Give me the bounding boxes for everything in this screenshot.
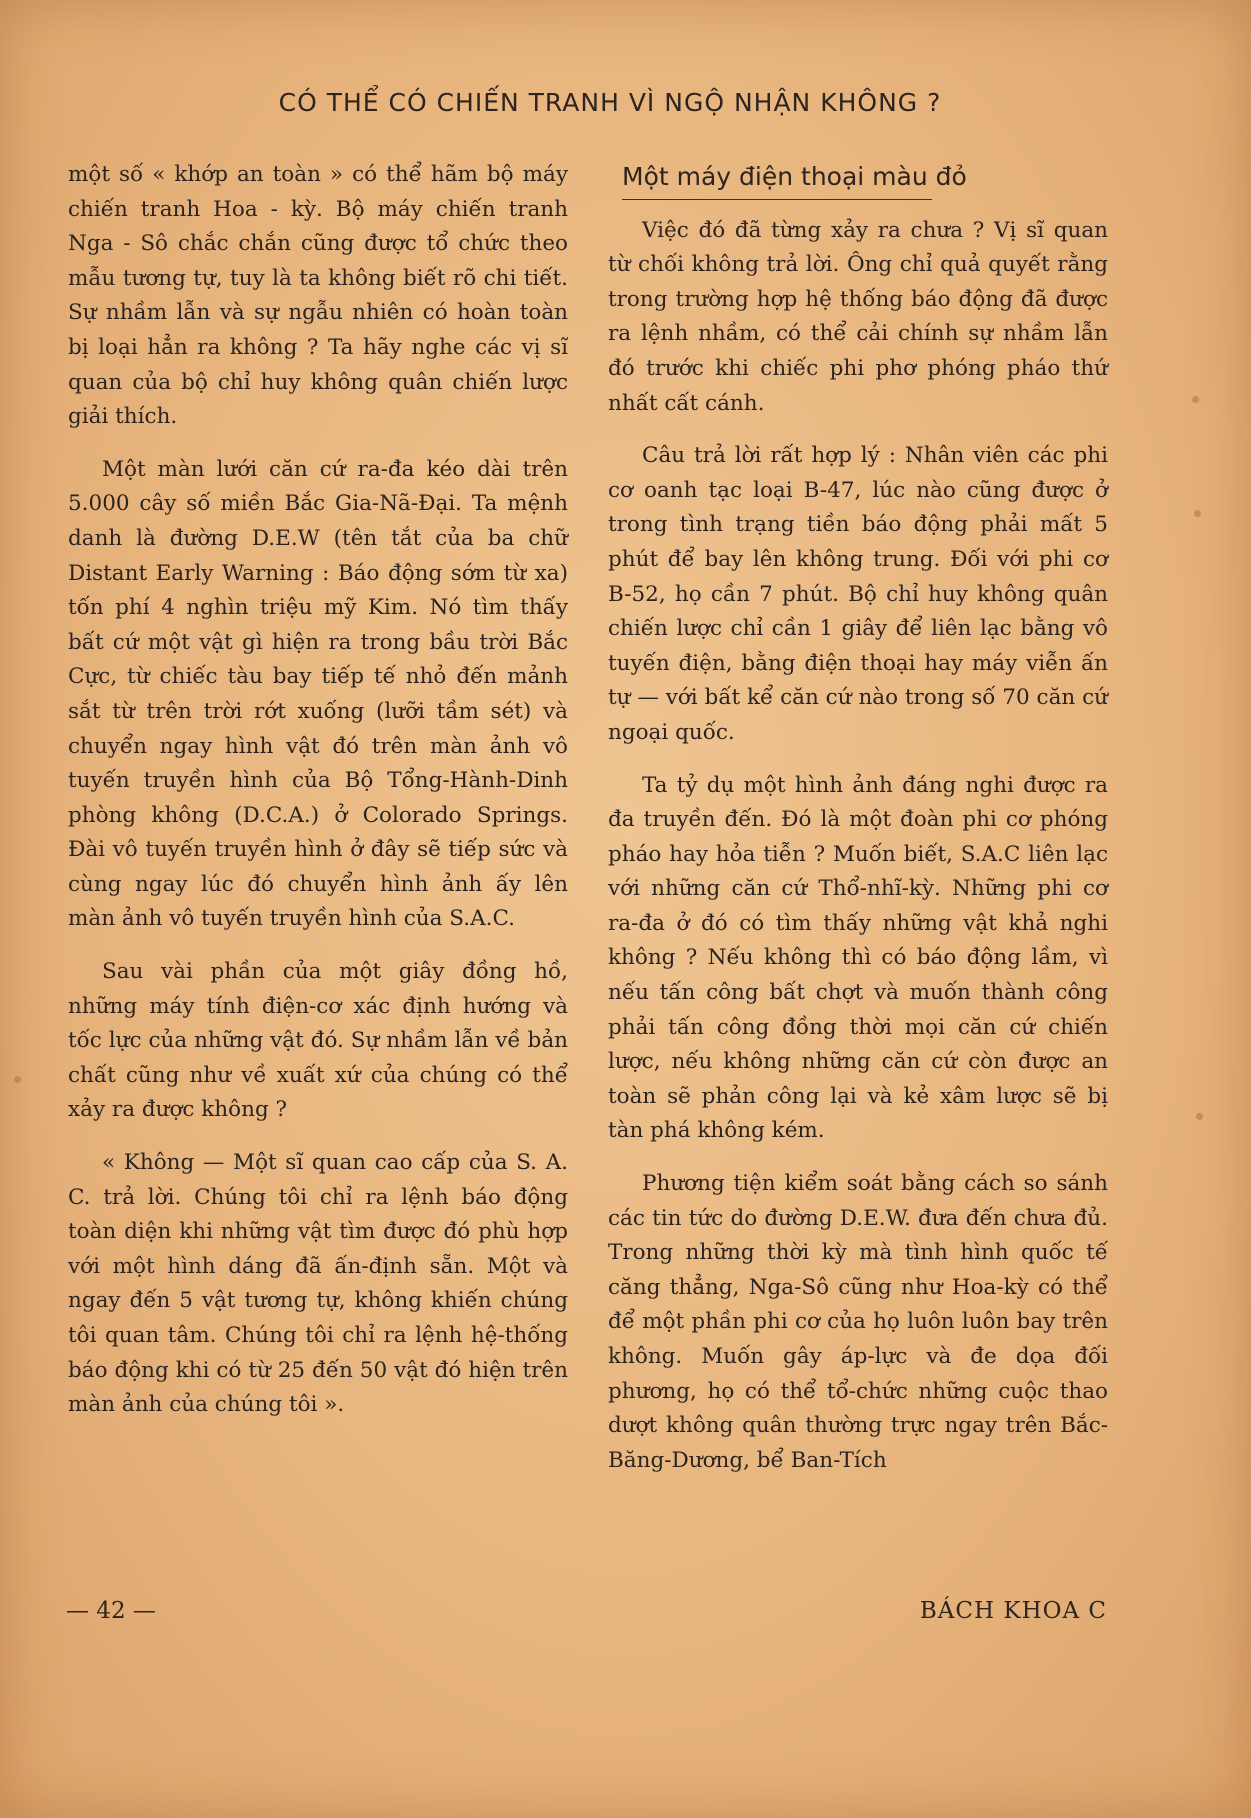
right-column [608, 158, 1108, 1496]
page-number: — 42 — [66, 1598, 156, 1624]
paper-speck [1194, 510, 1201, 517]
paragraph: Một màn lưới căn cứ ra-đa kéo dài trên 5.000 cây số miền Bắc Gia-Nã-Đại. Ta mệnh danh là đường D.E.W (tên tắt của ba chữ Distant Early Warning : Báo động sớm từ xa) tốn phí 4 nghìn triệu mỹ Kim. Nó tìm thấy bất cứ một vật gì hiện ra trong bầu trời Bắc Cực, từ chiếc tàu bay tiếp tế nhỏ đến mảnh sắt từ trên trời rớt xuống (lưỡi tầm sét) và chuyển ngay hình vật đó trên màn ảnh vô tuyến truyền hình của Bộ Tổng-Hành-Dinh phòng không (D.C.A.) ở Colorado Springs. Đài vô tuyến truyền hình ở đây sẽ tiếp sức và cùng ngay lúc đó chuyển hình ảnh ấy lên màn ảnh vô tuyến truyền hình của S.A.C. [68, 456, 568, 932]
paragraph: Phương tiện kiểm soát bằng cách so sánh các tin tức do đường D.E.W. đưa đến chưa đủ. Trong những thời kỳ mà tình hình quốc tế căng thẳng, Nga-Sô cũng như Hoa-kỳ có thể để một phần phi cơ của họ luôn luôn bay trên không. Muốn gây áp-lực và đe dọa đối phương, họ có thể tổ-chức những cuộc thao dượt không quân thường trực ngay trên Bắc-Băng-Dương, bể Ban-Tích [608, 1171, 1108, 1473]
running-title: CÓ THỂ CÓ CHIẾN TRANH VÌ NGỘ NHẬN KHÔNG ? [278, 88, 942, 117]
paragraph: « Không — Một sĩ quan cao cấp của S. A. C. trả lời. Chúng tôi chỉ ra lệnh báo động toàn diện khi những vật tìm được đó phù hợp với một hình dáng đã ấn-định sẵn. Một và ngay đến 5 vật tương tự, không khiến chúng tôi quan tâm. Chúng tôi chỉ ra lệnh hệ-thống báo động khi có từ 25 đến 50 vật đó hiện trên màn ảnh của chúng tôi ». [68, 1150, 568, 1418]
paper-speck [14, 1076, 21, 1083]
section-heading: Một máy điện thoại màu đỏ [622, 160, 932, 200]
paragraph: Ta tỷ dụ một hình ảnh đáng nghi được ra đa truyền đến. Đó là một đoàn phi cơ phóng pháo hay hỏa tiễn ? Muốn biết, S.A.C liên lạc với những căn cứ Thổ-nhĩ-kỳ. Những phi cơ ra-đa ở đó có tìm thấy những vật khả nghi không ? Nếu không thì có báo động lầm, vì nếu tấn công bất chợt và muốn thành công phải tấn công đồng thời mọi căn cứ chiến lược, nếu không những căn cứ còn được an toàn sẽ phản công lại và kẻ xâm lược sẽ bị tàn phá không kém. [608, 772, 1108, 1144]
publication-name: BÁCH KHOA C [919, 1598, 1107, 1624]
paragraph: Câu trả lời rất hợp lý : Nhân viên các phi cơ oanh tạc loại B-47, lúc nào cũng được ở trong tình trạng tiền báo động phải mất 5 phút để bay lên không trung. Đối với phi cơ B-52, họ cần 7 phút. Bộ chỉ huy không quân chiến lược chỉ cần 1 giây để liên lạc bằng vô tuyến điện, bằng điện thoại hay máy viễn ấn tự — với bất kể căn cứ nào trong số 70 căn cứ ngoại quốc. [608, 443, 1108, 745]
paragraph: Sau vài phần của một giây đồng hồ, những máy tính điện-cơ xác định hướng và tốc lực của những vật đó. Sự nhầm lẫn về bản chất cũng như về xuất xứ của chúng có thể xảy ra được không ? [68, 959, 568, 1123]
left-column [68, 158, 568, 1441]
paragraph: Việc đó đã từng xảy ra chưa ? Vị sĩ quan từ chối không trả lời. Ông chỉ quả quyết rằng trong trường hợp hệ thống báo động đã được ra lệnh nhầm, có thể cải chính sự nhầm lẫn đó trước khi chiếc phi phơ phóng pháo thứ nhất cất cánh. [608, 217, 1108, 416]
paragraph: một số « khớp an toàn » có thể hãm bộ máy chiến tranh Hoa - kỳ. Bộ máy chiến tranh Nga - Sô chắc chắn cũng được tổ chức theo mẫu tương tự, tuy là ta không biết rõ chi tiết. Sự nhầm lẫn và sự ngẫu nhiên có hoàn toàn bị loại hẳn ra không ? Ta hãy nghe các vị sĩ quan của bộ chỉ huy không quân chiến lược giải thích. [68, 162, 568, 430]
paper-speck [1196, 1113, 1203, 1120]
paper-speck [1192, 396, 1199, 403]
